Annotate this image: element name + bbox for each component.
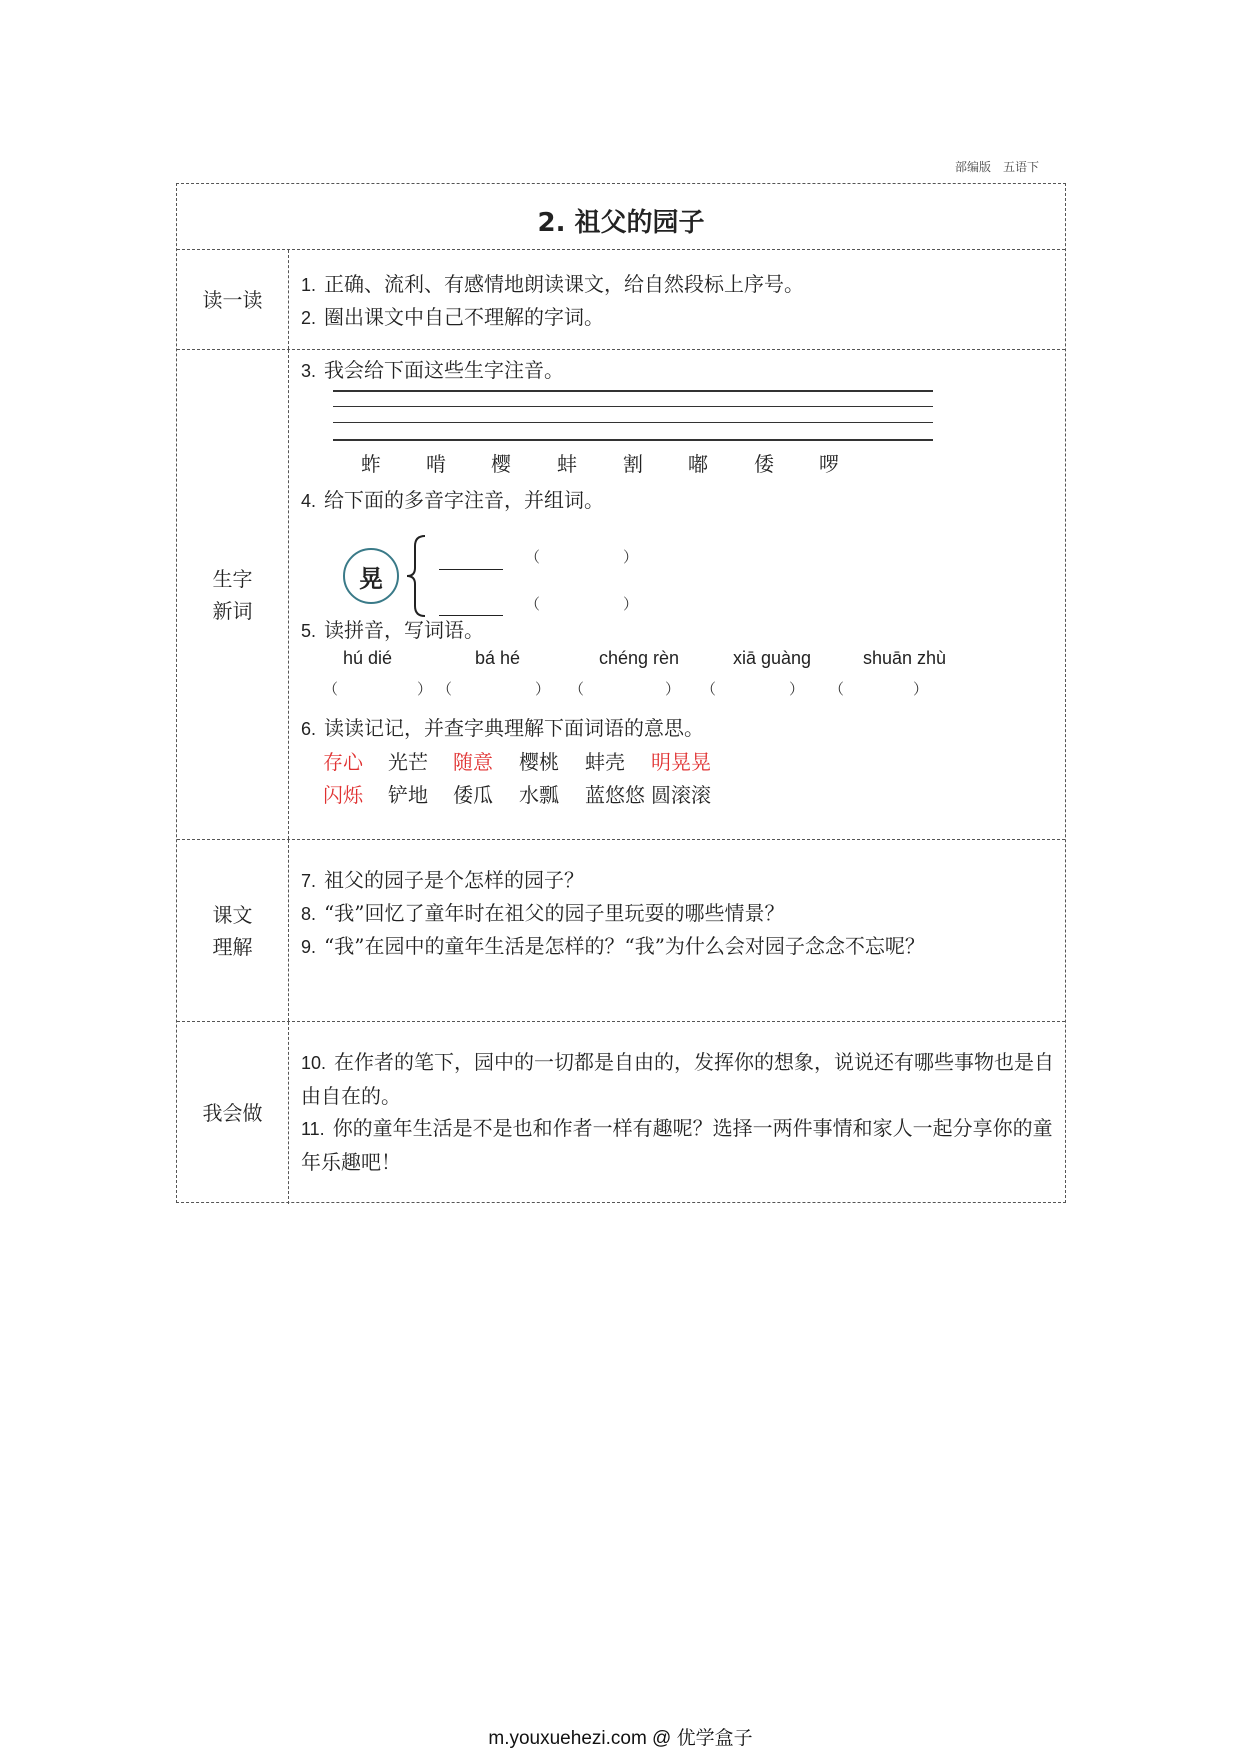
pinyin-item: xiā guàng bbox=[733, 648, 812, 668]
vocab-word: 光芒 bbox=[388, 750, 428, 774]
do-content bbox=[289, 1022, 1065, 1204]
paren-close: ） bbox=[789, 680, 805, 698]
question-3 bbox=[301, 354, 564, 383]
question-text: 读拼音，写词语。 bbox=[324, 618, 485, 642]
question-text: 正确、流利、有感情地朗读课文，给自然段标上序号。 bbox=[324, 272, 805, 296]
read-content bbox=[289, 250, 1065, 349]
question-number: 7. bbox=[301, 871, 317, 891]
paren-open: （ bbox=[569, 680, 585, 698]
paren-open: （ bbox=[525, 595, 541, 613]
vocab-label-line1: 生字 bbox=[212, 566, 253, 591]
vocab-word: 明晃晃 bbox=[651, 750, 711, 774]
vocab-content bbox=[289, 350, 1065, 839]
question-2 bbox=[301, 301, 604, 330]
understand-label-line2: 理解 bbox=[212, 934, 253, 959]
vocab-word: 随意 bbox=[453, 750, 493, 774]
vocab-word: 樱桃 bbox=[519, 750, 559, 774]
question-text: 在作者的笔下，园中的一切都是自由的，发挥你的想象，说说还有哪些事物也是自由自在的。 bbox=[301, 1050, 1055, 1108]
question-6 bbox=[301, 712, 704, 741]
vocab-word: 存心 bbox=[323, 750, 363, 774]
paren-close: ） bbox=[665, 680, 681, 698]
vocab-label bbox=[177, 350, 289, 839]
grade-label: 五语下 bbox=[1003, 160, 1040, 174]
paren-open: （ bbox=[701, 680, 717, 698]
polyphone-circle: 晃 bbox=[343, 548, 399, 604]
pinyin-item: chéng rèn bbox=[599, 648, 680, 668]
question-text: 祖父的园子是个怎样的园子？ bbox=[324, 868, 585, 892]
edition-note bbox=[955, 158, 1065, 175]
question-text: 给下面的多音字注音，并组词。 bbox=[324, 488, 605, 512]
vocab-word: 水瓢 bbox=[519, 783, 559, 807]
understand-section bbox=[177, 840, 1065, 1022]
title-row bbox=[177, 184, 1065, 250]
understand-label-line1: 课文 bbox=[212, 902, 253, 927]
question-number: 11. bbox=[301, 1119, 325, 1139]
char: 蚱 bbox=[361, 452, 381, 476]
pinyin-writing-lines[interactable] bbox=[333, 390, 933, 442]
footer-watermark: m.youxuehezi.com @ 优学盒子 bbox=[488, 1728, 753, 1749]
question-1 bbox=[301, 268, 804, 297]
vocab-word: 倭瓜 bbox=[453, 783, 493, 807]
question-number: 10. bbox=[301, 1053, 327, 1073]
edition-label: 部编版 bbox=[955, 160, 992, 174]
do-section bbox=[177, 1022, 1065, 1204]
paren-close: ） bbox=[535, 680, 551, 698]
paren-open: （ bbox=[525, 548, 541, 566]
understand-content bbox=[289, 840, 1065, 1021]
vocab-word: 蓝悠悠 bbox=[585, 783, 645, 807]
question-8 bbox=[301, 897, 784, 926]
question-4 bbox=[301, 484, 604, 513]
word-blank[interactable] bbox=[581, 593, 586, 611]
pinyin-item: shuān zhù bbox=[863, 648, 947, 668]
paren-close: ） bbox=[623, 595, 639, 613]
paren-open: （ bbox=[829, 680, 845, 698]
paren-close: ） bbox=[913, 680, 929, 698]
char: 啰 bbox=[819, 452, 839, 476]
paren-open: （ bbox=[323, 680, 339, 698]
question-number: 8. bbox=[301, 904, 317, 924]
question-text: 我会给下面这些生字注音。 bbox=[324, 358, 565, 382]
question-number: 5. bbox=[301, 621, 317, 641]
do-label: 我会做 bbox=[177, 1022, 289, 1204]
question-text: 读读记记，并查字典理解下面词语的意思。 bbox=[324, 716, 705, 740]
vocab-label-line2: 新词 bbox=[212, 598, 253, 623]
read-section bbox=[177, 250, 1065, 350]
read-label: 读一读 bbox=[177, 250, 289, 349]
pinyin-item: hú dié bbox=[343, 648, 393, 668]
pinyin-item: bá hé bbox=[475, 648, 521, 668]
char: 倭 bbox=[754, 452, 774, 476]
char: 蚌 bbox=[557, 452, 577, 476]
question-text: 圈出课文中自己不理解的字词。 bbox=[324, 305, 605, 329]
vocab-word: 蚌壳 bbox=[585, 750, 625, 774]
char: 嘟 bbox=[688, 452, 708, 476]
question-text: “我”回忆了童年时在祖父的园子里玩耍的哪些情景？ bbox=[324, 901, 785, 925]
vocab-word: 铲地 bbox=[388, 783, 428, 807]
question-number: 1. bbox=[301, 275, 317, 295]
char: 樱 bbox=[491, 452, 511, 476]
question-number: 4. bbox=[301, 491, 317, 511]
left-brace-icon bbox=[405, 534, 429, 618]
page-title: 2. 祖父的园子 bbox=[537, 208, 705, 238]
vocab-word: 闪烁 bbox=[323, 783, 363, 807]
char: 啃 bbox=[426, 452, 446, 476]
paren-close: ） bbox=[623, 548, 639, 566]
vocab-word: 圆滚滚 bbox=[651, 783, 711, 807]
worksheet-table bbox=[176, 183, 1066, 1203]
question-9 bbox=[301, 930, 925, 959]
word-blank[interactable] bbox=[581, 546, 586, 564]
vocab-section bbox=[177, 350, 1065, 840]
question-10 bbox=[301, 1046, 1055, 1113]
question-7 bbox=[301, 864, 584, 893]
question-text: 你的童年生活是不是也和作者一样有趣呢？选择一两件事情和家人一起分享你的童年乐趣吧！ bbox=[301, 1116, 1053, 1174]
question-text: “我”在园中的童年生活是怎样的？“我”为什么会对园子念念不忘呢？ bbox=[324, 934, 925, 958]
question-number: 6. bbox=[301, 719, 317, 739]
paren-close: ） bbox=[417, 680, 433, 698]
paren-open: （ bbox=[437, 680, 453, 698]
question-number: 2. bbox=[301, 308, 317, 328]
understand-label bbox=[177, 840, 289, 1021]
pinyin-blank[interactable] bbox=[439, 568, 503, 570]
question-5 bbox=[301, 614, 484, 643]
question-number: 9. bbox=[301, 937, 317, 957]
question-number: 3. bbox=[301, 361, 317, 381]
char: 割 bbox=[623, 452, 643, 476]
question-11 bbox=[301, 1112, 1055, 1179]
